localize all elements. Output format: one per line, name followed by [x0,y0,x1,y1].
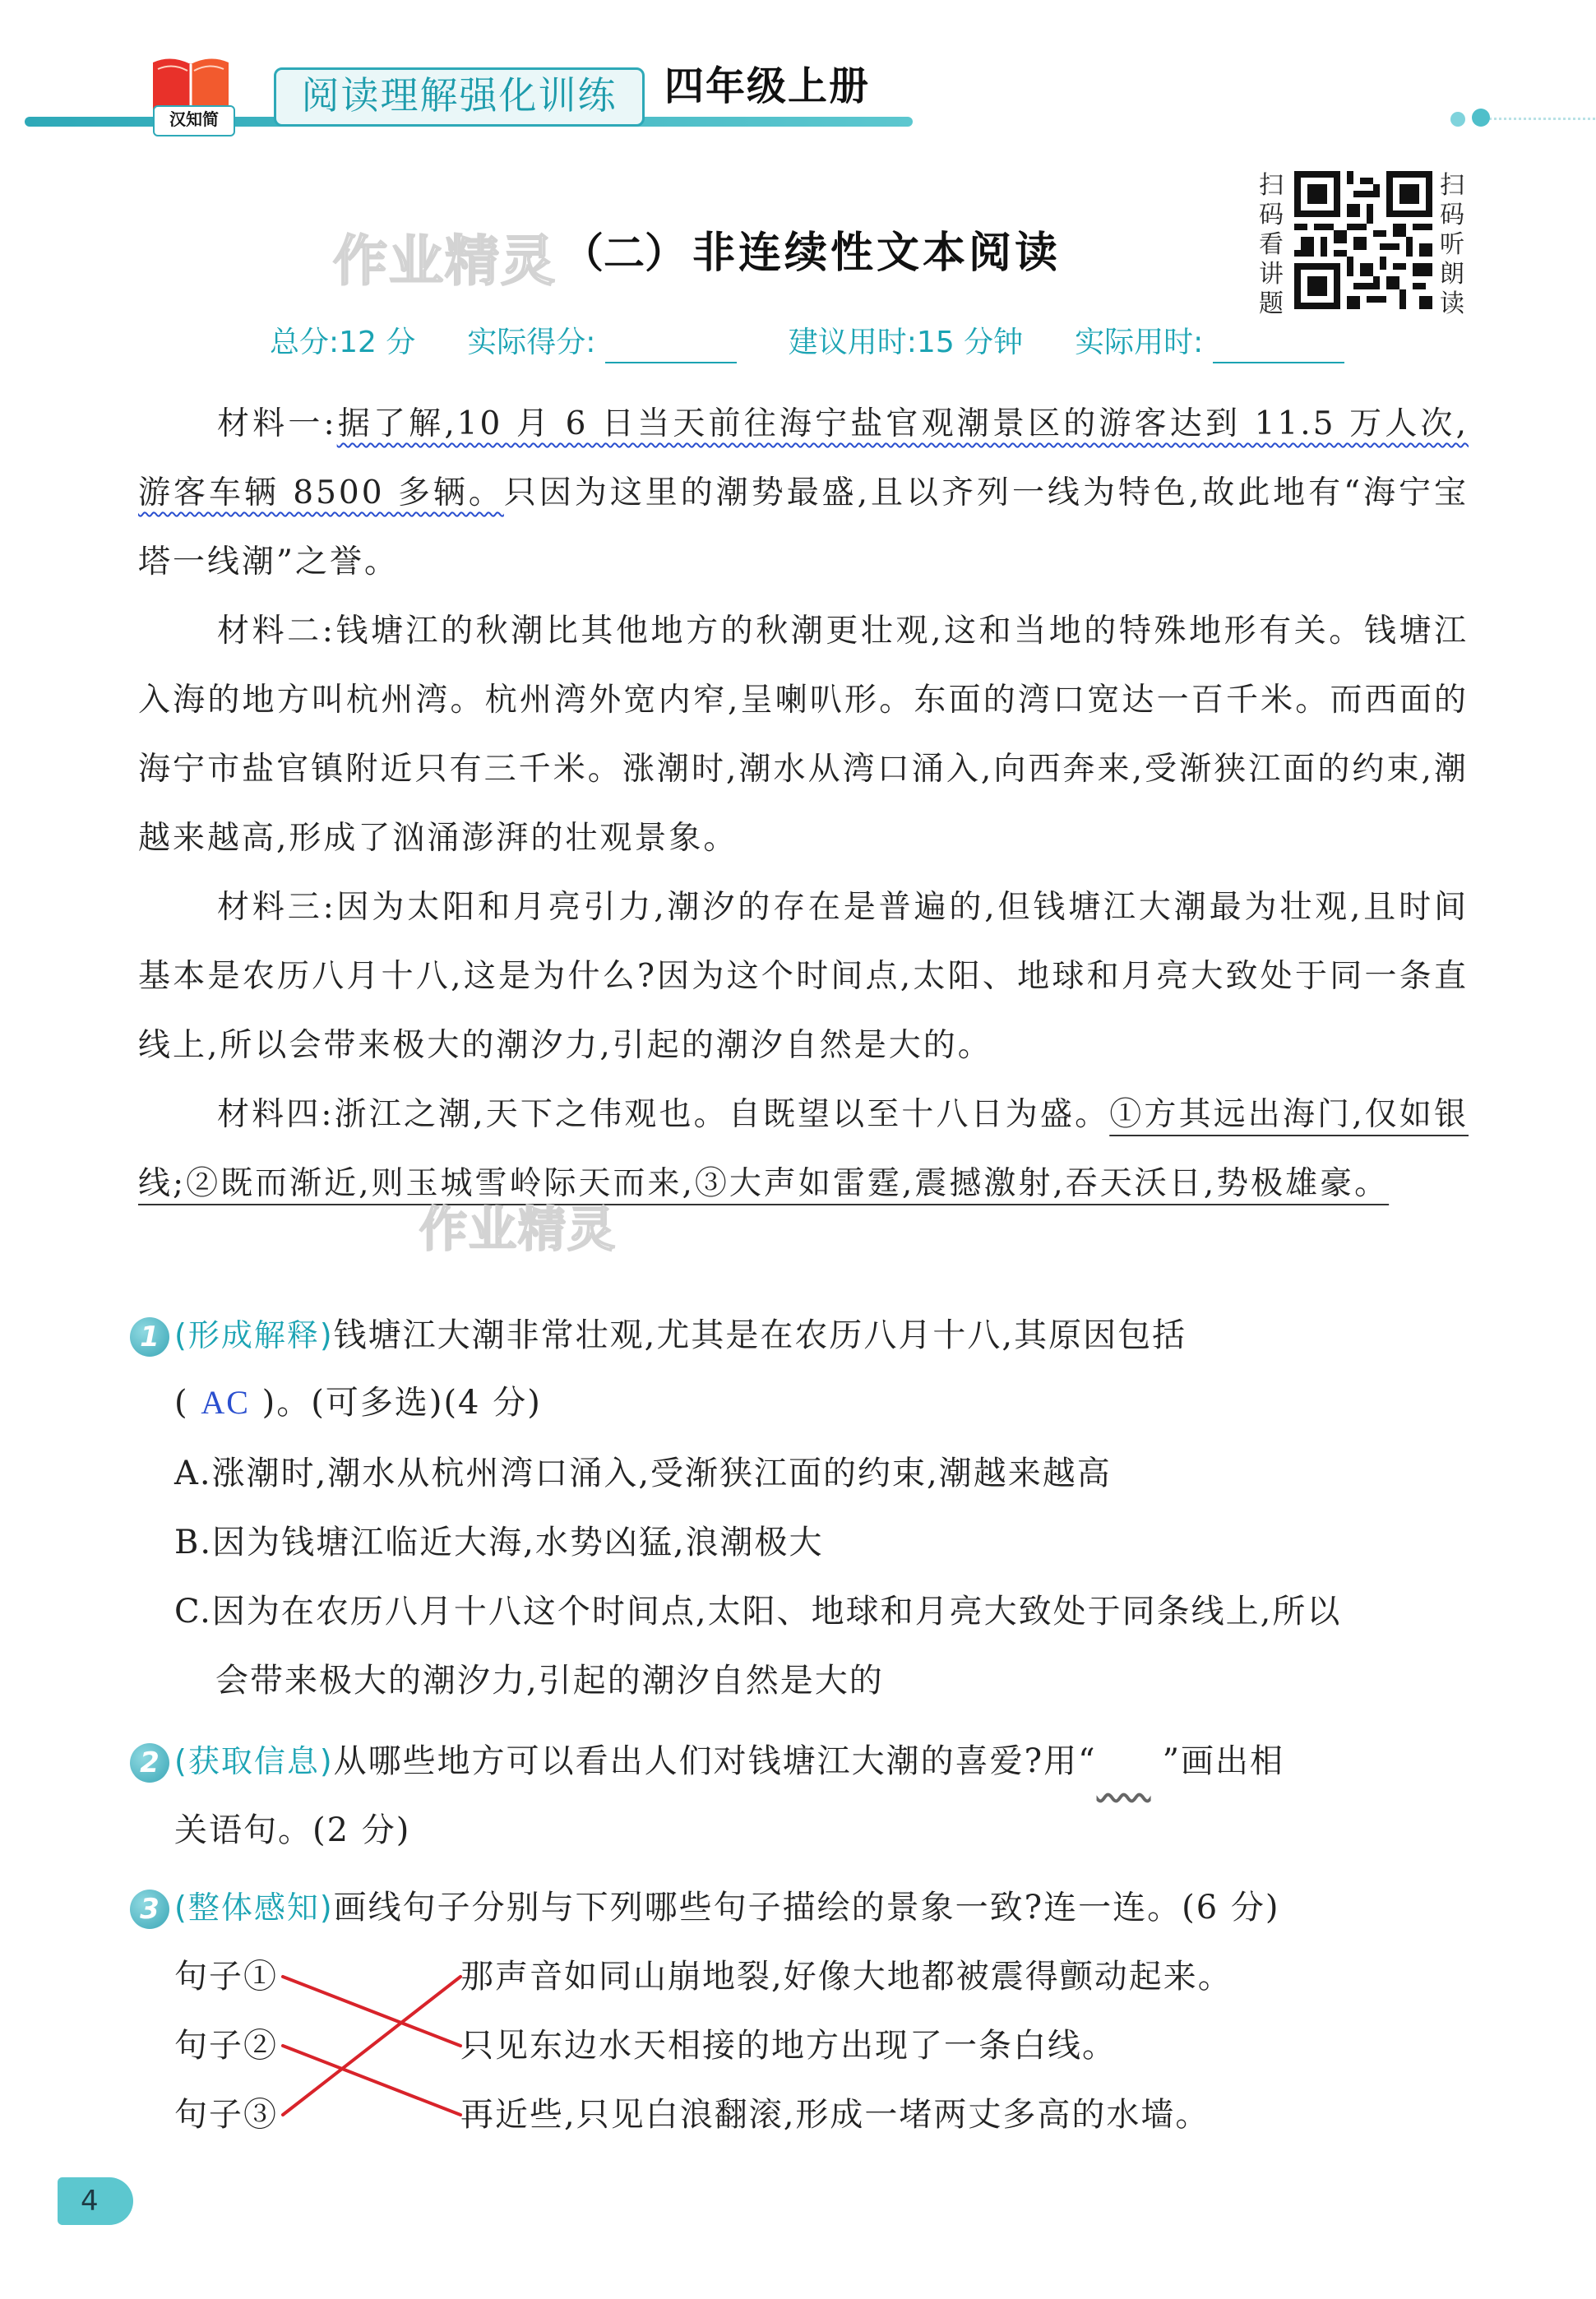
section-number: （二） [562,229,686,277]
wavy-underline-sample [1097,1753,1163,1786]
matching-lines [271,1941,469,2138]
total-score: 总分:12 分 [270,326,416,359]
question-1-answer[interactable]: AC [201,1384,250,1421]
grade-title: 四年级上册 [664,63,871,109]
question-1-tag: (形成解释) [174,1317,334,1353]
match-right-3[interactable]: 再近些,只见白浪翻滚,形成一堵两丈多高的水墙。 [460,2096,1210,2134]
question-3-number: 3 [130,1890,169,1929]
material-4 [138,1080,1469,1219]
match-right-2[interactable]: 只见东边水天相接的地方出现了一条白线。 [460,2027,1117,2065]
question-1-option-c: C.因为在农历八月十八这个时间点,太阳、地球和月亮大致处于同条线上,所以 [174,1593,1342,1631]
header-dot [1450,112,1465,127]
scan-label-right: 扫码听朗读 [1440,171,1464,318]
question-1-option-b: B.因为钱塘江临近大海,水势凶猛,浪潮极大 [174,1524,824,1561]
header-divider [1480,118,1595,123]
material-2 [138,597,1469,873]
actual-time-label: 实际用时: [1075,326,1204,359]
brand-name: 汉知简 [153,105,235,136]
watermark: 作业精灵 [333,229,557,293]
page-number: 4 [58,2177,133,2225]
question-1-text: 钱塘江大潮非常壮观,尤其是在农历八月十八,其原因包括 [333,1316,1187,1354]
question-1-option-c-cont: 会带来极大的潮汐力,引起的潮汐自然是大的 [215,1662,884,1700]
question-1-stem [174,1311,1187,1360]
actual-time-blank[interactable] [1213,331,1344,363]
match-line-2 [283,2046,460,2115]
score-time-row [270,322,1344,363]
match-right-1[interactable]: 那声音如同山崩地裂,好像大地都被震得颤动起来。 [460,1958,1233,1996]
question-1-option-a: A.涨潮时,潮水从杭州湾口涌入,受渐狭江面的约束,潮越来越高 [174,1455,1112,1492]
question-1-answer-line: ( AC )。(可多选)(4 分) [174,1384,542,1422]
material-1 [138,390,1469,597]
watermark: 作业精灵 [419,1201,618,1257]
material-3-text: 材料三:因为太阳和月亮引力,潮汐的存在是普遍的,但钱塘江大潮最为壮观,且时间基本是农历八月十八,这是为什么?因为这个时间点,太阳、地球和月亮大致处于同一条直线上,所以会带来极大的潮汐力,引起的潮汐自然是大的。 [138,889,1469,1064]
material-3 [138,873,1469,1080]
series-title: 阅读理解强化训练 [274,67,645,127]
question-1-number: 1 [130,1317,169,1357]
question-2-number: 2 [130,1743,169,1783]
header-dot [1472,109,1490,127]
material-1-label: 材料一: [217,405,337,442]
suggested-time: 建议用时:15 分钟 [788,326,1024,359]
material-4-underlined: ①方其远出海门,仅如银线;②既而渐近,则玉城雪岭际天而来,③大声如雷霆,震撼激射,吞天沃日,势极雄豪。 [138,1096,1469,1202]
question-3-stem: (整体感知)画线句子分别与下列哪些句子描绘的景象一致?连一连。(6 分) [174,1889,1280,1927]
material-2-text: 材料二:钱塘江的秋潮比其他地方的秋潮更壮观,这和当地的特殊地形有关。钱塘江入海的地方叫杭州湾。杭州湾外宽内窄,呈喇叭形。东面的湾口宽达一百千米。而西面的海宁市盐官镇附近只有三千米。涨潮时,潮水从湾口涌入,向西奔来,受渐狭江面的约束,潮越来越高,形成了汹涌澎湃的壮观景象。 [138,613,1469,857]
material-1-rest: 只因为这里的潮势最盛,且以齐列一线为特色,故此地有“海宁宝塔一线潮”之誉。 [138,474,1469,581]
question-3-tag: (整体感知) [174,1890,334,1926]
match-left-2[interactable]: 句子② [174,2027,278,2065]
section-title: 非连续性文本阅读 [692,229,1062,278]
scan-label-left: 扫码看讲题 [1259,171,1284,318]
question-2-stem-cont: 关语句。(2 分) [174,1811,411,1849]
actual-score-blank[interactable] [605,331,737,363]
question-2-tag: (获取信息) [174,1743,334,1779]
question-2-stem: (获取信息)从哪些地方可以看出人们对钱塘江大潮的喜爱?用“ ”画出相 [174,1737,1284,1786]
match-left-3[interactable]: 句子③ [174,2096,278,2134]
match-left-1[interactable]: 句子① [174,1958,278,1996]
actual-score-label: 实际得分: [467,326,596,359]
material-1-underlined: 据了解,10 月 6 日当天前往海宁盐官观潮景区的游客达到 11.5 万人次,游客车辆 8500 多辆。 [138,405,1469,511]
match-line-1 [283,1977,460,2046]
qr-code-icon[interactable] [1294,171,1432,309]
material-4-text: 材料四:浙江之潮,天下之伟观也。自既望以至十八日为盛。 [217,1096,1110,1133]
match-line-3 [283,1977,460,2115]
